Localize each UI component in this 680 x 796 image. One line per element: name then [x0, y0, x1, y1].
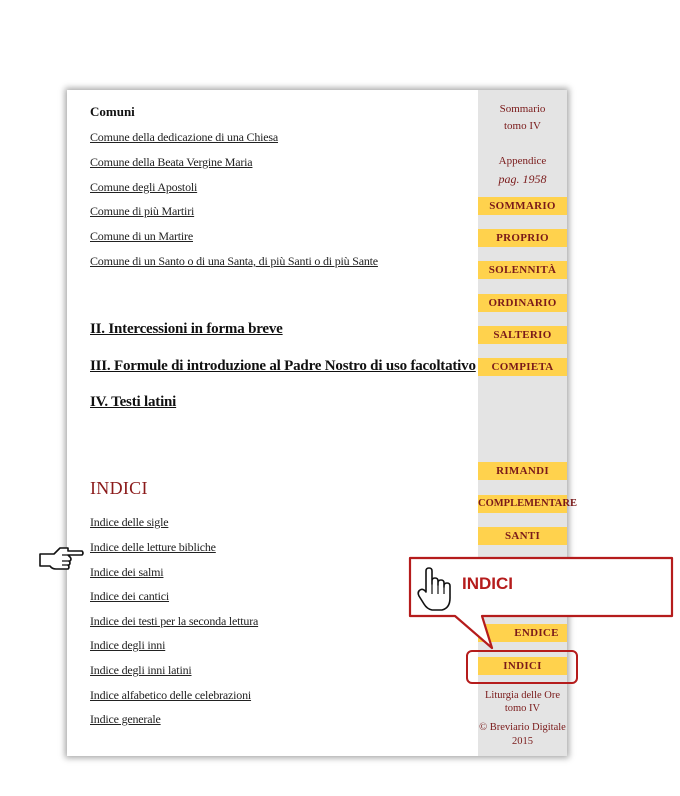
solennita-button[interactable]: SOLENNITÀ — [478, 261, 567, 279]
sommario-button[interactable]: SOMMARIO — [478, 197, 567, 215]
indice-link[interactable]: Indice dei cantici — [90, 589, 170, 603]
copyright-year: 2015 — [512, 736, 533, 747]
indice-link[interactable]: Indice delle sigle — [90, 515, 169, 529]
comune-link[interactable]: Comune di più Martiri — [90, 204, 195, 218]
indice-link[interactable]: Indice delle letture bibliche — [90, 540, 216, 554]
tomo-label: tomo IV — [504, 120, 541, 132]
indice-link[interactable]: Indice degli inni — [90, 638, 166, 652]
comune-link[interactable]: Comune degli Apostoli — [90, 180, 198, 194]
footer-title: Liturgia delle Ore — [484, 690, 561, 701]
complementare-button[interactable]: COMPLEMENTARE — [478, 495, 567, 513]
proprio-button[interactable]: PROPRIO — [478, 229, 567, 247]
compieta-button[interactable]: COMPIETA — [478, 358, 567, 376]
rimandi-button[interactable]: RIMANDI — [478, 462, 567, 480]
formule-link[interactable]: III. Formule di introduzione al Padre Nostro di uso facoltativo — [90, 358, 476, 374]
footer-tomo: tomo IV — [504, 703, 541, 714]
indici-heading: INDICI — [90, 478, 148, 498]
indice-link[interactable]: Indice dei testi per la seconda lettura — [90, 614, 259, 628]
sommario-label: Sommario — [499, 103, 546, 115]
copyright-line: © Breviario Digitale — [479, 722, 566, 733]
testi-latini-link[interactable]: IV. Testi latini — [90, 394, 177, 410]
comune-link[interactable]: Comune di un Santo o di una Santa, di più Santi o di più Sante — [90, 254, 378, 268]
comune-link[interactable]: Comune della Beata Vergine Maria — [90, 155, 253, 169]
ordinario-button[interactable]: ORDINARIO — [478, 294, 567, 312]
indice-link[interactable]: Indice degli inni latini — [90, 663, 192, 677]
comuni-title: Comuni — [90, 104, 135, 119]
intercessioni-link[interactable]: II. Intercessioni in forma breve — [90, 321, 283, 337]
appendice-button[interactable]: ENDICE — [478, 624, 567, 642]
santi-button[interactable]: SANTI — [478, 527, 567, 545]
pointing-hand-icon — [38, 542, 84, 576]
page-number: pag. 1958 — [498, 172, 547, 186]
comune-link[interactable]: Comune della dedicazione di una Chiesa — [90, 130, 279, 144]
appendice-label: Appendice — [498, 155, 547, 167]
comune-link[interactable]: Comune di un Martire — [90, 229, 193, 243]
salterio-button[interactable]: SALTERIO — [478, 326, 567, 344]
indice-link[interactable]: Indice generale — [90, 712, 161, 726]
indice-link[interactable]: Indice alfabetico delle celebrazioni — [90, 688, 252, 702]
indici-button[interactable]: INDICI — [478, 657, 567, 675]
callout-text: INDICI — [462, 574, 513, 593]
indice-link[interactable]: Indice dei salmi — [90, 565, 164, 579]
hand-cursor-icon — [416, 566, 454, 612]
